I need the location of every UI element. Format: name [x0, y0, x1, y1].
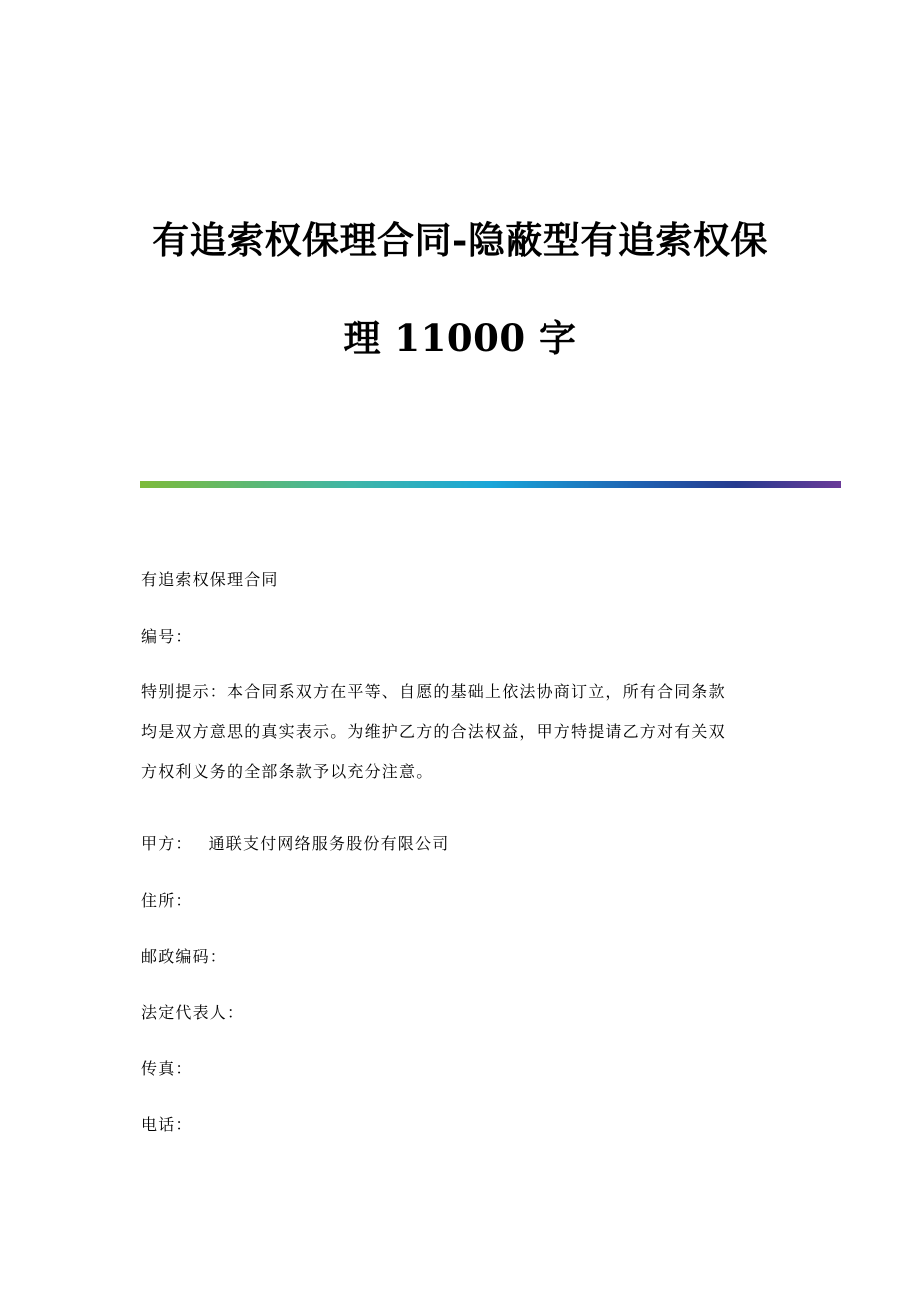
document-title-line-1: 有追索权保理合同-隐蔽型有追索权保 — [152, 218, 768, 262]
document-title-line-2: 理 11000 字 — [343, 316, 577, 360]
contract-number-label: 编号： — [141, 627, 193, 646]
special-notice-line-3: 方权利义务的全部条款予以充分注意。 — [141, 762, 434, 781]
party-a-label: 甲方： — [141, 834, 193, 853]
gradient-divider — [140, 481, 841, 488]
contract-name: 有追索权保理合同 — [141, 570, 279, 589]
legal-representative-label: 法定代表人： — [141, 1003, 245, 1022]
postcode-label: 邮政编码： — [141, 947, 228, 966]
fax-label: 传真： — [141, 1059, 193, 1078]
phone-label: 电话： — [141, 1115, 193, 1134]
special-notice-line-2: 均是双方意思的真实表示。为维护乙方的合法权益，甲方特提请乙方对有关双 — [141, 722, 726, 741]
party-a-name: 通联支付网络服务股份有限公司 — [208, 834, 450, 853]
party-a-line — [141, 834, 781, 854]
address-label: 住所： — [141, 891, 193, 910]
special-notice-line-1: 特别提示：本合同系双方在平等、自愿的基础上依法协商订立，所有合同条款 — [141, 682, 726, 701]
special-notice — [141, 672, 781, 792]
